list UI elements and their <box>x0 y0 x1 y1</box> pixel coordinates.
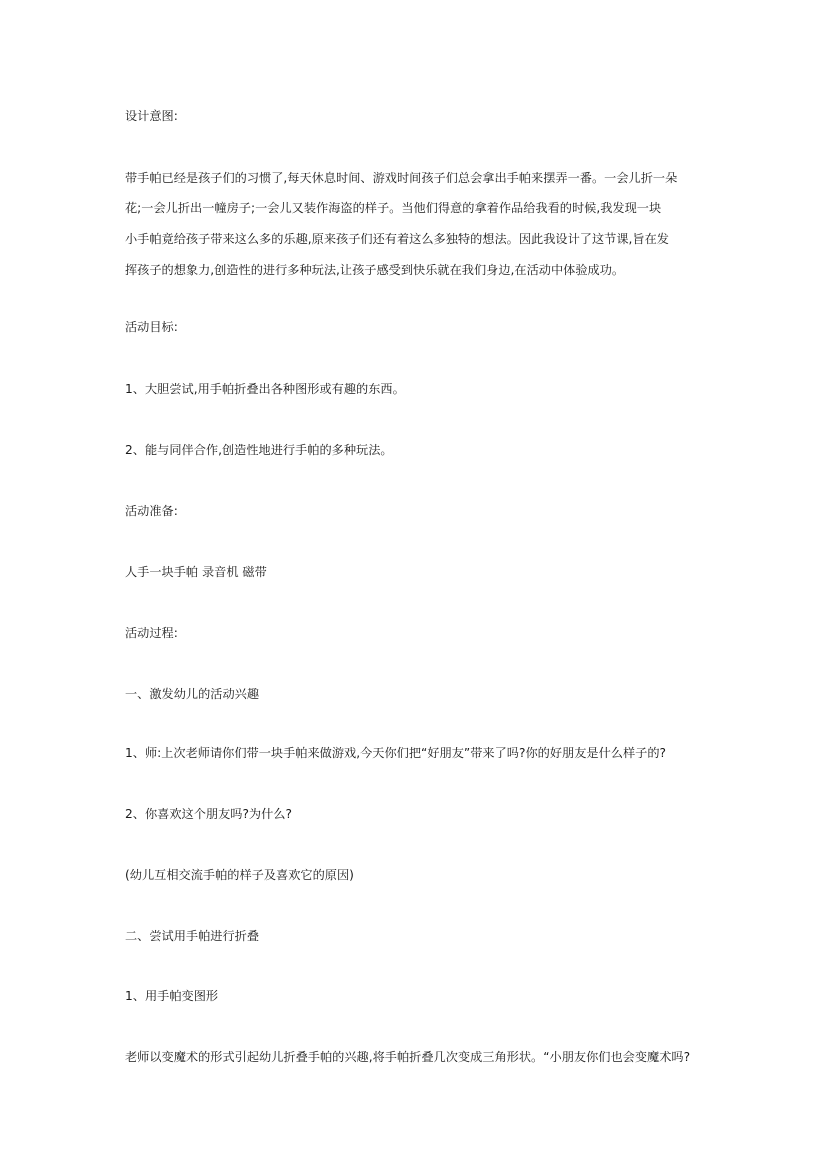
goal-item-2: 2、能与同伴合作,创造性地进行手帕的多种玩法。 <box>125 443 393 457</box>
heading-activity-process: 活动过程: <box>125 626 178 640</box>
intent-paragraph-line-3: 小手帕竟给孩子带来这么多的乐趣,原来孩子们还有着这么多独特的想法。因此我设计了这节课,旨在发 <box>125 232 669 246</box>
section-1-note: (幼儿互相交流手帕的样子及喜欢它的原因) <box>125 868 354 882</box>
section-1-question-1: 1、师:上次老师请你们带一块手帕来做游戏,今天你们把“好朋友”带来了吗?你的好朋友是什么样子的? <box>125 746 666 760</box>
prep-items: 人手一块手帕 录音机 磁带 <box>125 565 267 579</box>
heading-activity-prep: 活动准备: <box>125 504 178 518</box>
intent-paragraph-line-1: 带手帕已经是孩子们的习惯了,每天休息时间、游戏时间孩子们总会拿出手帕来摆弄一番。一会儿折一朵 <box>125 171 678 185</box>
section-2-title: 二、尝试用手帕进行折叠 <box>125 929 260 943</box>
heading-design-intent: 设计意图: <box>125 109 178 123</box>
section-2-text: 老师以变魔术的形式引起幼儿折叠手帕的兴趣,将手帕折叠几次变成三角形状。“小朋友你们也会变魔术吗? <box>125 1050 691 1064</box>
intent-paragraph-line-4: 挥孩子的想象力,创造性的进行多种玩法,让孩子感受到快乐就在我们身边,在活动中体验成功。 <box>125 263 625 277</box>
section-1-question-2: 2、你喜欢这个朋友吗?为什么? <box>125 807 292 821</box>
heading-activity-goals: 活动目标: <box>125 320 178 334</box>
section-1-title: 一、激发幼儿的活动兴趣 <box>125 687 260 701</box>
goal-item-1: 1、大胆尝试,用手帕折叠出各种图形或有趣的东西。 <box>125 382 405 396</box>
intent-paragraph-line-2: 花;一会儿折出一幢房子;一会儿又装作海盗的样子。当他们得意的拿着作品给我看的时候,我发现一块 <box>125 201 662 215</box>
section-2-step-1: 1、用手帕变图形 <box>125 989 219 1003</box>
